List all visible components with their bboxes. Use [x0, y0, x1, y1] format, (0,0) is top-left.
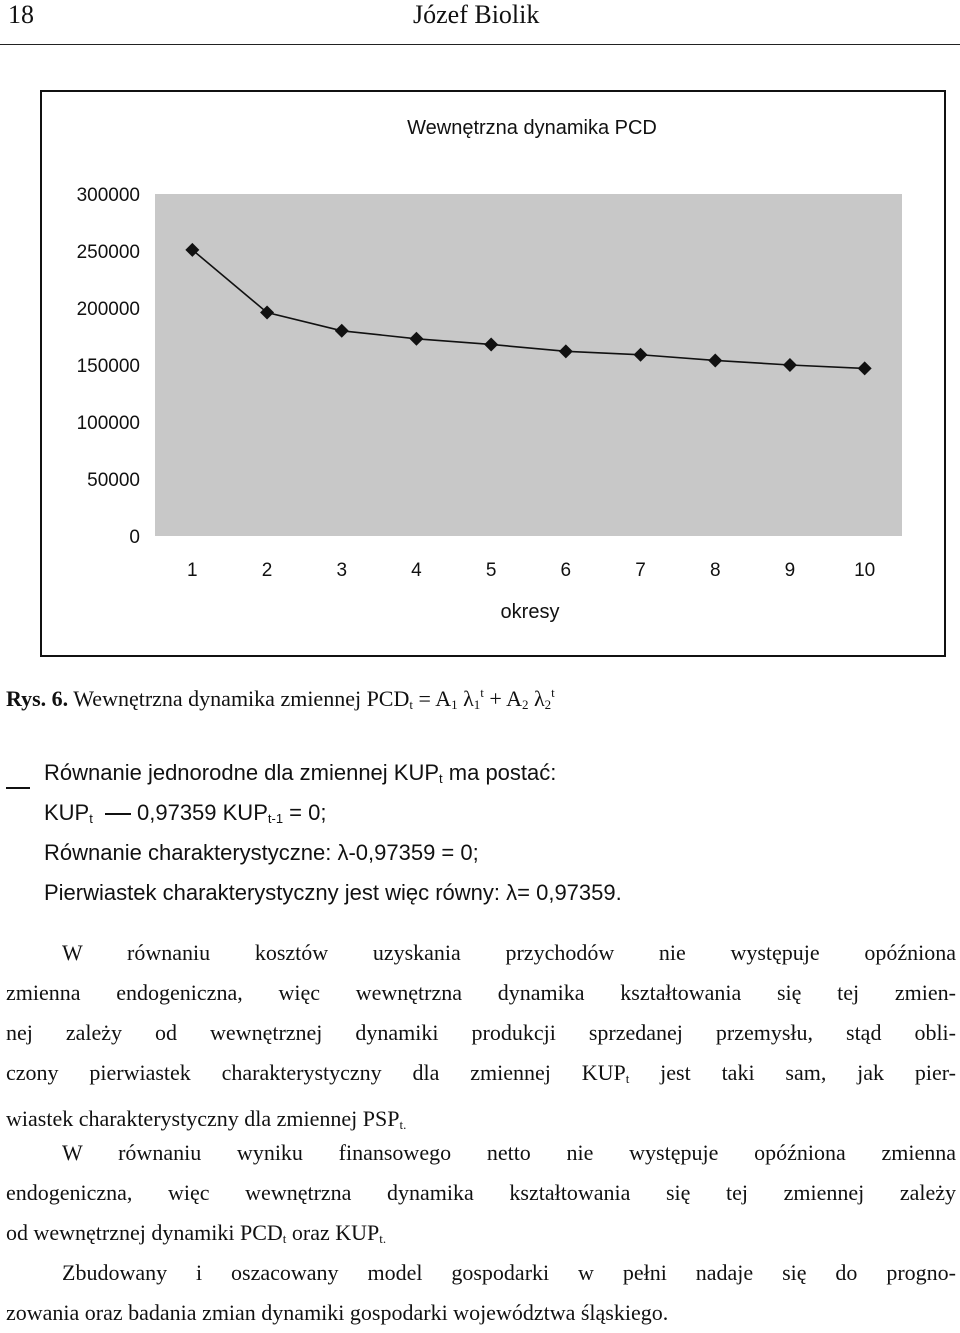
- p1-line-4a: czony pierwiastek charakterystyczny dla zmiennej KUP: [6, 1060, 626, 1085]
- bullet-dash: [6, 787, 30, 789]
- caption-label: Rys. 6.: [6, 686, 69, 711]
- equation-line-2: $KUP_t$ 0,97359 $KUP_{t-1} = 0$;: [44, 800, 327, 826]
- x-tick-label: 4: [411, 560, 422, 581]
- y-tick-label: 0: [129, 527, 140, 548]
- eq1-sub: t: [439, 771, 443, 786]
- x-tick-label: 1: [187, 560, 198, 581]
- x-tick-label: 7: [635, 560, 646, 581]
- chart-svg: [42, 92, 944, 655]
- p2-line-3: od wewnętrznej dynamiki $PCD_t$ oraz $KUP_{t.}$: [6, 1220, 387, 1246]
- y-tick-label: 300000: [76, 185, 140, 206]
- equation-line-1: [44, 760, 556, 786]
- caption-text: Wewnętrzna dynamika zmiennej PCD: [73, 686, 410, 711]
- chart-title: Wewnętrzna dynamika PCD: [407, 117, 657, 139]
- x-axis-label: okresy: [500, 601, 560, 623]
- y-tick-label: 150000: [76, 356, 140, 377]
- eq2-text: 0,97359 KUP: [137, 800, 268, 825]
- p1-line-5: wiastek charakterystyczny dla zmiennej $PSP_{t.}$: [6, 1106, 407, 1132]
- page-number: 18: [8, 0, 34, 29]
- y-tick-label: 50000: [87, 470, 140, 491]
- p1-line-4b: jest taki sam, jak pier-: [629, 1060, 956, 1085]
- p3-line-1: Zbudowany i oszacowany model gospodarki w pełni nadaje się do progno-: [62, 1260, 956, 1285]
- eq1-text-end: ma postać:: [442, 760, 557, 785]
- eq2-end: = 0;: [283, 800, 327, 825]
- p1-line-1: W równaniu kosztów uzyskania przychodów nie występuje opóźniona: [62, 940, 956, 965]
- p1-line-2: zmienna endogeniczna, więc wewnętrzna dynamika kształtowania się tej zmien-: [6, 980, 956, 1005]
- x-tick-label: 10: [854, 560, 876, 581]
- figure-caption: Rys. 6. Wewnętrzna dynamika zmiennej $PCD_t = A_1$ $\lambda_1^t + A_2$ $\lambda_2^t$: [6, 685, 555, 712]
- p1-line-5a: wiastek charakterystyczny dla zmiennej PSP: [6, 1106, 400, 1131]
- p1-line-3: nej zależy od wewnętrznej dynamiki produkcji sprzedanej przemysłu, stąd obli-: [6, 1020, 956, 1045]
- x-tick-label: 5: [485, 560, 497, 581]
- equation-line-4: Pierwiastek charakterystyczny jest więc równy: λ= 0,97359.: [44, 880, 622, 905]
- chart-frame: [40, 90, 946, 657]
- eq2-sub: t-1: [267, 811, 284, 826]
- y-tick-label: 200000: [76, 299, 140, 320]
- p1-line-4: czony pierwiastek charakterystyczny dla zmiennej $KUP_t$ jest taki sam, jak pier-: [6, 1060, 956, 1086]
- x-tick-label: 6: [560, 560, 572, 581]
- page-author: Józef Biolik: [413, 0, 540, 29]
- p3-line-2: zowania oraz badania zmian dynamiki gospodarki województwa śląskiego.: [6, 1300, 669, 1325]
- x-tick-label: 2: [261, 560, 273, 581]
- p2-line-2: endogeniczna, więc wewnętrzna dynamika kształtowania się tej zmiennej zależy: [6, 1180, 956, 1205]
- y-tick-label: 100000: [76, 413, 140, 434]
- paragraph-2: [6, 1133, 956, 1259]
- x-tick-label: 9: [784, 560, 796, 581]
- page-header: [0, 0, 960, 45]
- x-tick-label: 3: [336, 560, 348, 581]
- equation-line-3: Równanie charakterystyczne: λ-0,97359 = 0;: [44, 840, 479, 865]
- p2-line-3b: oraz KUP: [286, 1220, 380, 1245]
- paragraph-3: [6, 1253, 956, 1333]
- p2-line-3a: od wewnętrznej dynamiki PCD: [6, 1220, 283, 1245]
- caption-sub: t: [409, 697, 413, 712]
- x-tick-label: 8: [709, 560, 721, 581]
- eq1-text: Równanie jednorodne dla zmiennej KUP: [44, 760, 440, 785]
- y-tick-label: 250000: [76, 242, 140, 263]
- paragraph-1: [6, 933, 956, 1145]
- p2-line-1: W równaniu wyniku finansowego netto nie występuje opóźniona zmienna: [62, 1140, 956, 1165]
